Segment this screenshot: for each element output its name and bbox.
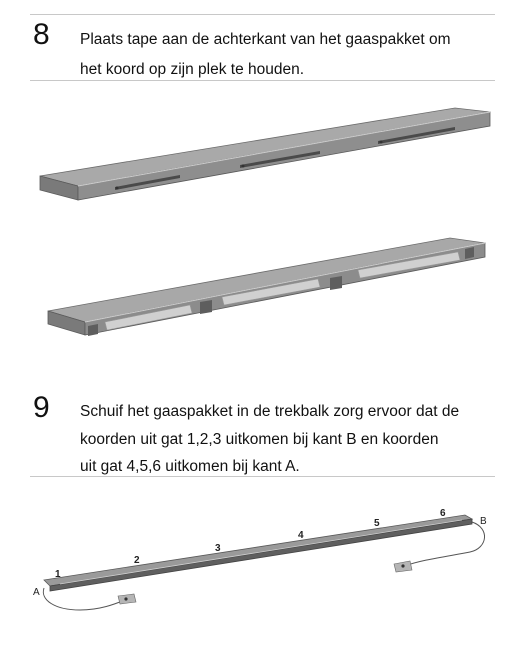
hole-label-5: 5 xyxy=(374,518,380,529)
cord-holder-b xyxy=(394,561,412,572)
rail-with-cords xyxy=(43,515,484,610)
step-8-line-2: het koord op zijn plek te houden. xyxy=(80,61,305,78)
step-9-number: 9 xyxy=(33,391,50,424)
hole-label-4: 4 xyxy=(298,530,304,541)
step-8-line-1: Plaats tape aan de achterkant van het gaaspakket om xyxy=(80,31,451,48)
hole-label-2: 2 xyxy=(134,555,140,566)
step-9-line-3: uit gat 4,5,6 uitkomen bij kant A. xyxy=(80,458,300,475)
cord-holder-a xyxy=(118,594,136,604)
hole-label-6: 6 xyxy=(440,508,446,519)
side-b-label: B xyxy=(480,516,487,527)
hole-label-1: 1 xyxy=(55,569,61,580)
side-a-label: A xyxy=(33,587,40,598)
hole-label-3: 3 xyxy=(215,543,221,554)
step-9-line-1: Schuif het gaaspakket in de trekbalk zorg ervoor dat de xyxy=(80,403,460,420)
step-8-number: 8 xyxy=(33,18,50,51)
step-9-line-2: koorden uit gat 1,2,3 uitkomen bij kant B en koorden xyxy=(80,431,439,448)
